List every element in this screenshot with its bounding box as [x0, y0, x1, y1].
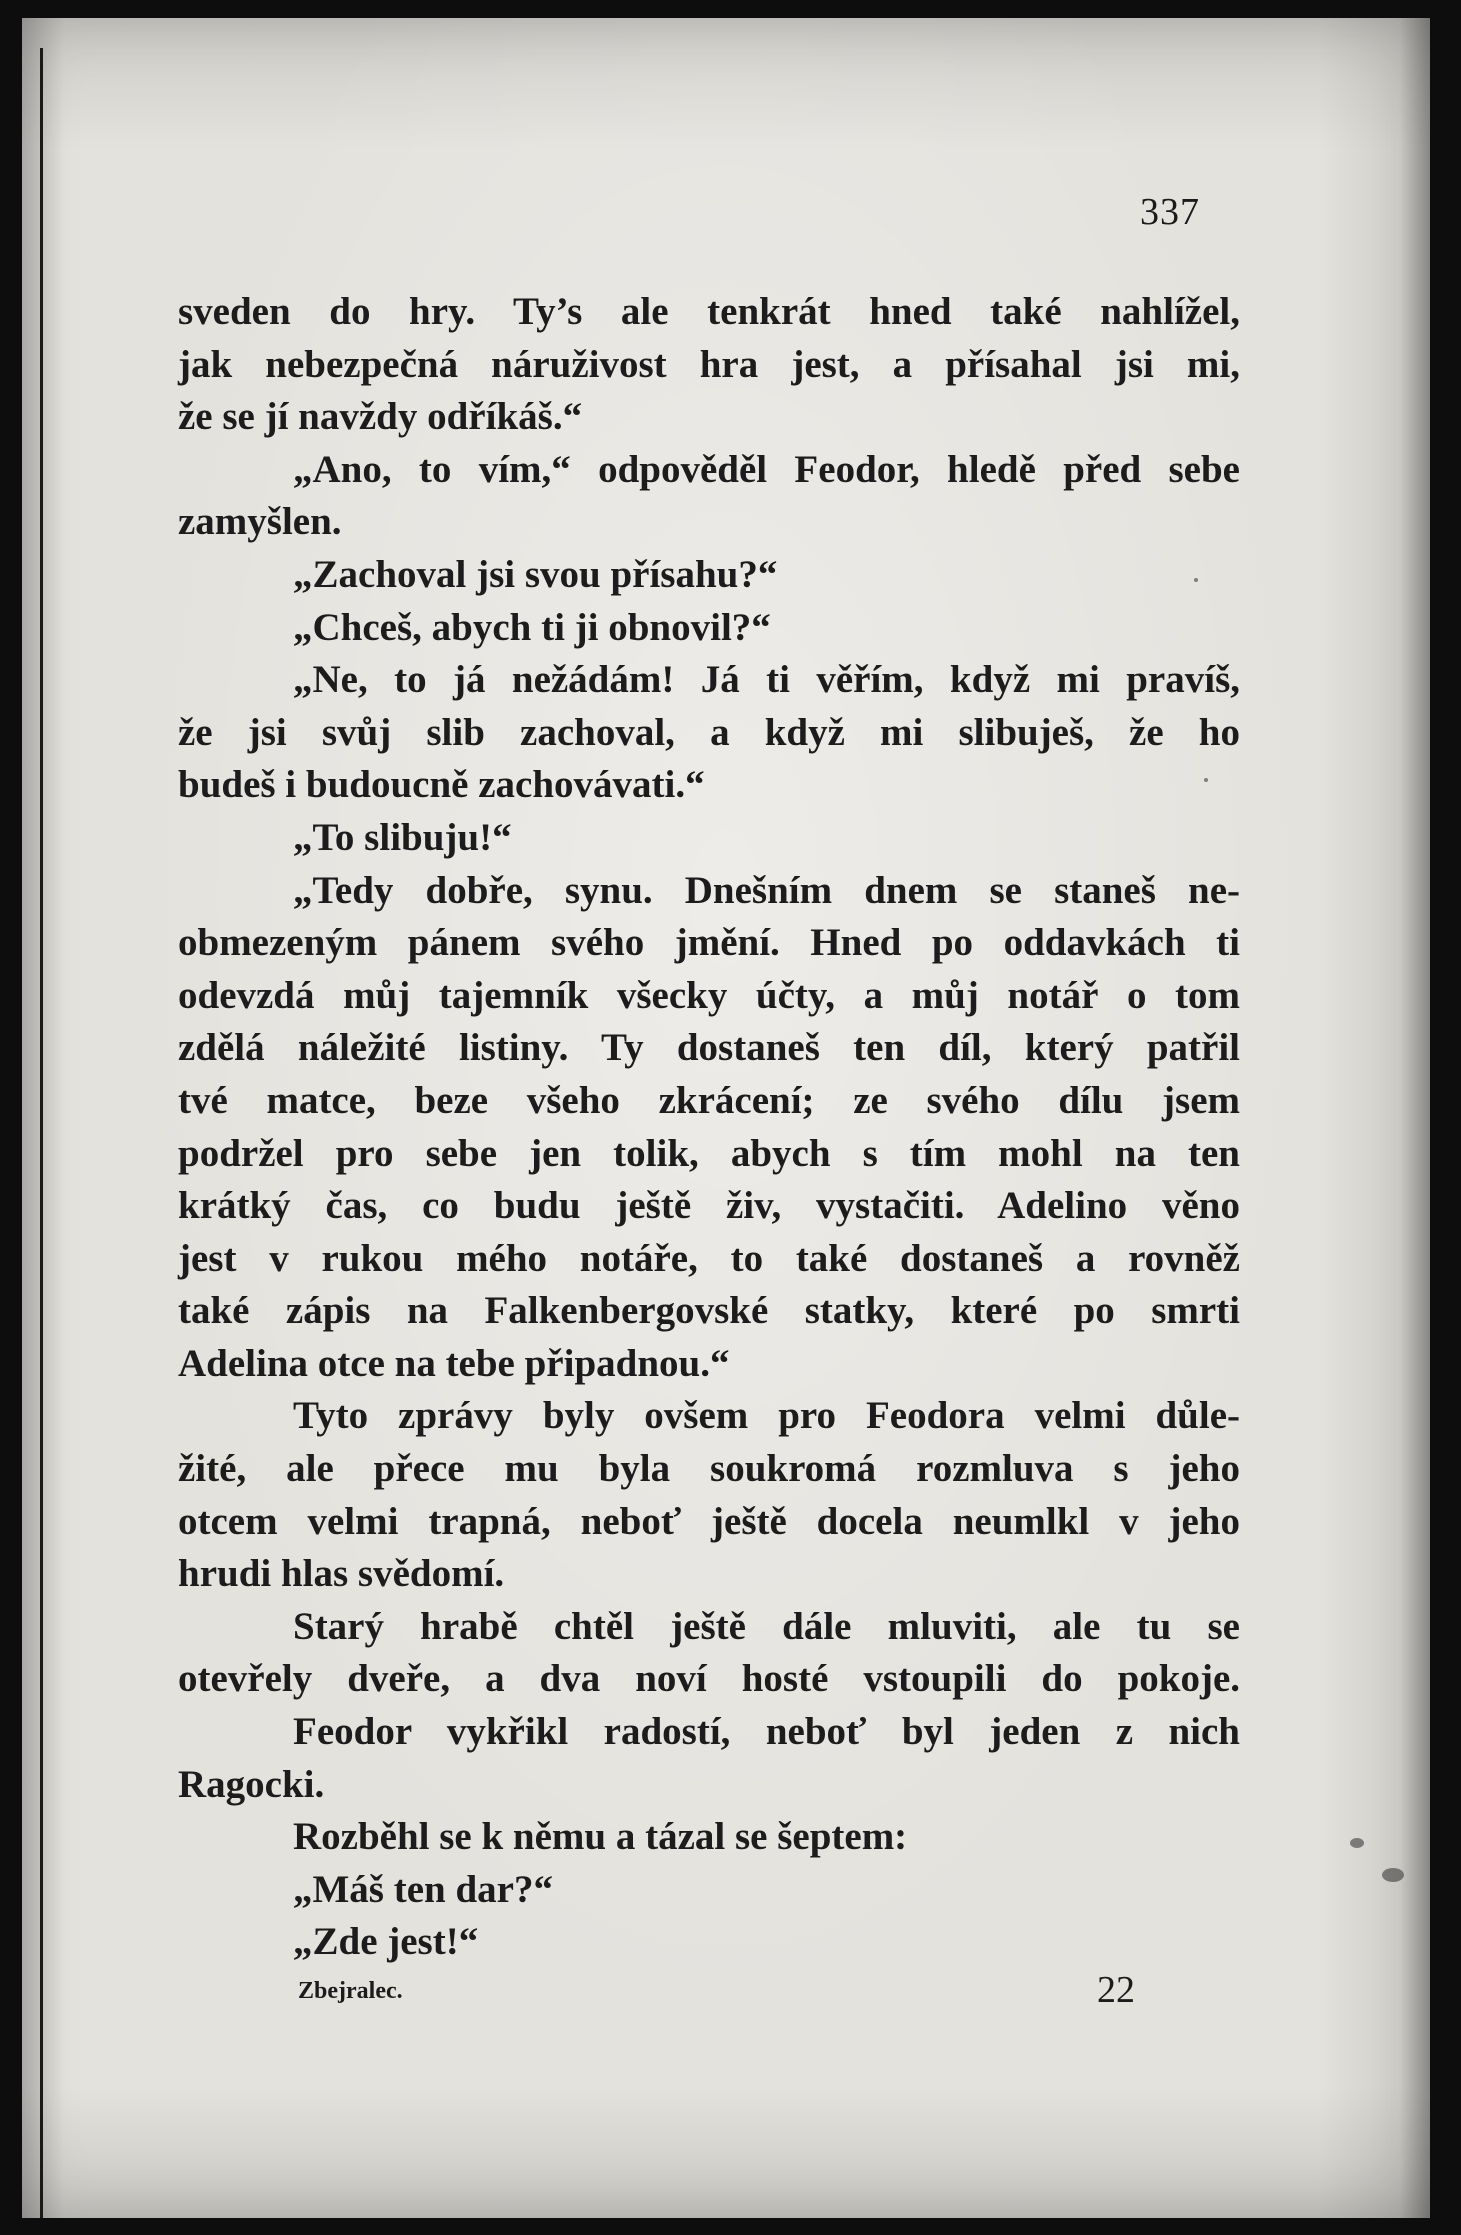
- text-line: hrudi hlas svědomí.: [178, 1552, 505, 1596]
- text-line: budeš i budoucně zachovávati.“: [178, 763, 705, 807]
- page-binding-edge: [40, 48, 43, 2218]
- printer-signature: Zbejralec.: [298, 1978, 403, 2004]
- text-line: „Ne, to já nežádám! Já ti věřím, když mi pravíš,: [293, 658, 1240, 702]
- text-line: otevřely dveře, a dva noví hosté vstoupili do pokoje.: [178, 1657, 1240, 1701]
- text-line: Adelina otce na tebe připadnou.“: [178, 1341, 730, 1385]
- text-line: „Ano, to vím,“ odpověděl Feodor, hledě před sebe: [293, 447, 1240, 491]
- ink-speck: [1382, 1868, 1404, 1882]
- text-line: otcem velmi trapná, neboť ještě docela neumlkl v jeho: [178, 1499, 1240, 1543]
- text-line: tvé matce, beze všeho zkrácení; ze svého dílu jsem: [178, 1078, 1240, 1122]
- page-number: 337: [1140, 191, 1200, 233]
- text-line: krátký čas, co budu ještě živ, vystačiti. Adelino věno: [178, 1184, 1240, 1228]
- text-line: zdělá náležité listiny. Ty dostaneš ten díl, který patřil: [178, 1026, 1240, 1070]
- ink-speck: [1350, 1838, 1364, 1848]
- text-line: Rozběhl se k němu a tázal se šeptem:: [293, 1815, 908, 1859]
- text-line: odevzdá můj tajemník všecky účty, a můj notář o tom: [178, 973, 1240, 1017]
- text-line: Feodor vykřikl radostí, neboť byl jeden z nich: [293, 1710, 1240, 1754]
- text-line: že jsi svůj slib zachoval, a když mi slibuješ, že ho: [178, 710, 1240, 754]
- text-line: obmezeným pánem svého jmění. Hned po oddavkách ti: [178, 921, 1240, 965]
- text-line: „Zachoval jsi svou přísahu?“: [293, 552, 778, 596]
- body-text: [178, 286, 1240, 1969]
- text-line: „Tedy dobře, synu. Dnešním dnem se staneš ne-: [293, 868, 1240, 912]
- text-line: „Máš ten dar?“: [293, 1867, 553, 1911]
- text-line: podržel pro sebe jen tolik, abych s tím mohl na ten: [178, 1131, 1240, 1175]
- text-line: také zápis na Falkenbergovské statky, které po smrti: [178, 1289, 1240, 1333]
- text-line: jak nebezpečná náruživost hra jest, a přísahal jsi mi,: [178, 342, 1240, 386]
- text-line: Tyto zprávy byly ovšem pro Feodora velmi důle-: [293, 1394, 1240, 1438]
- text-line: že se jí navždy odříkáš.“: [178, 395, 583, 439]
- text-line: „Zde jest!“: [293, 1920, 479, 1964]
- text-line: Ragocki.: [178, 1762, 325, 1806]
- book-page: [22, 18, 1430, 2218]
- text-line: „Chceš, abych ti ji obnovil?“: [293, 605, 771, 649]
- text-line: „To slibuju!“: [293, 815, 512, 859]
- text-line: žité, ale přece mu byla soukromá rozmluva s jeho: [178, 1447, 1240, 1491]
- text-line: sveden do hry. Ty’s ale tenkrát hned také nahlížel,: [178, 290, 1240, 333]
- text-line: jest v rukou mého notáře, to také dostaneš a rovněž: [178, 1236, 1240, 1280]
- text-line: Starý hrabě chtěl ještě dále mluviti, ale tu se: [293, 1604, 1240, 1648]
- page-shadow-edge: [1400, 18, 1430, 2218]
- text-line: zamyšlen.: [178, 500, 342, 544]
- sheet-number: 22: [1097, 1969, 1135, 2011]
